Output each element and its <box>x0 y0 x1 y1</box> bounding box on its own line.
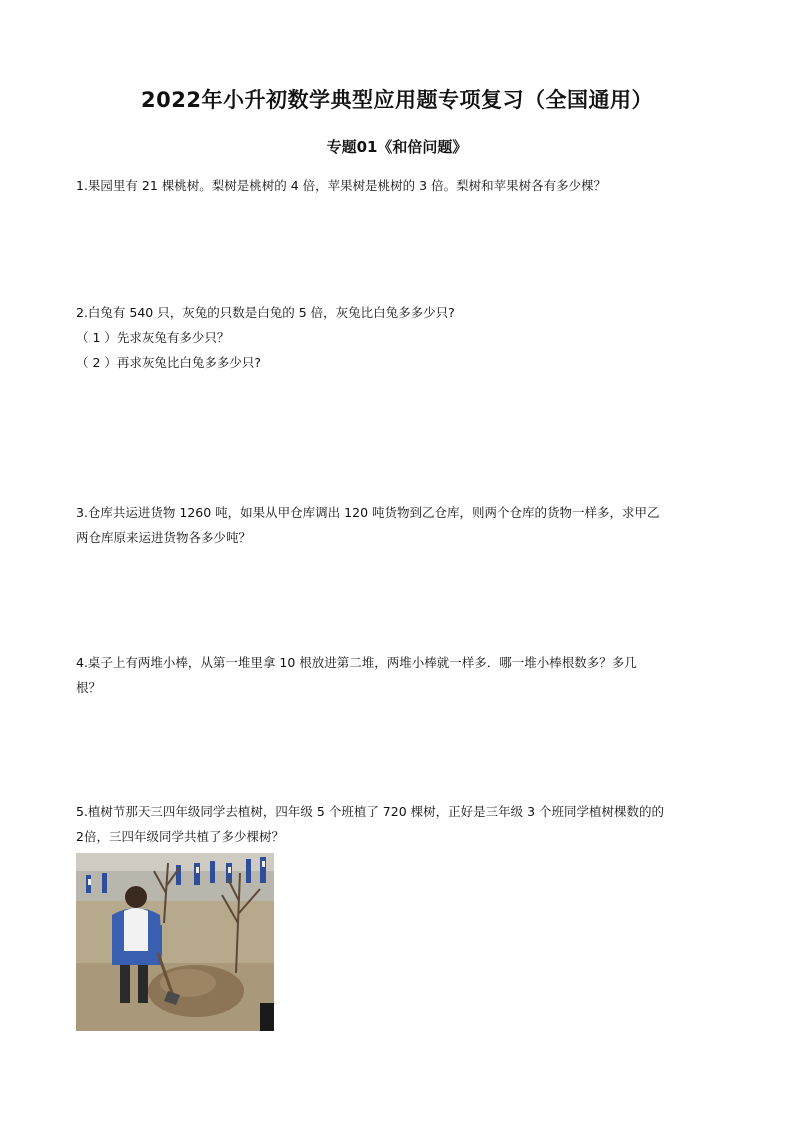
question-3 <box>76 500 726 550</box>
question-5-line-1: 5.植树节那天三四年级同学去植树，四年级 5 个班植了 720 棵树，正好是三年级 3 个班同学植树棵数的的 <box>76 804 665 819</box>
question-1 <box>76 173 726 198</box>
tree-planting-illustration <box>76 853 274 1031</box>
question-3-line-2: 两仓库原来运进货物各多少吨？ <box>76 530 252 545</box>
question-1-line-1: 1.果园里有 21 棵桃树。梨树是桃树的 4 倍，苹果树是桃树的 3 倍。梨树和苹果树各有多少棵？ <box>76 178 607 193</box>
question-4 <box>76 650 726 700</box>
question-2-line-1: 2.白兔有 540 只，灰兔的只数是白兔的 5 倍，灰兔比白兔多多少只? <box>76 305 455 320</box>
question-2 <box>76 300 726 375</box>
page-title: 2022年小升初数学典型应用题专项复习（全国通用） <box>141 88 653 112</box>
page-subtitle: 专题01《和倍问题》 <box>326 138 468 156</box>
question-4-line-1: 4.桌子上有两堆小棒，从第一堆里拿 10 根放进第二堆，两堆小棒就一样多．哪一堆小棒根数多？多几 <box>76 655 637 670</box>
question-5-line-2: 2倍，三四年级同学共植了多少棵树？ <box>76 829 284 844</box>
question-5 <box>76 799 726 849</box>
question-2-line-3: （ 2 ）再求灰兔比白兔多多少只? <box>76 355 262 370</box>
question-2-line-2: （ 1 ）先求灰兔有多少只？ <box>76 330 230 345</box>
question-3-line-1: 3.仓库共运进货物 1260 吨，如果从甲仓库调出 120 吨货物到乙仓库，则两个仓库的货物一样多，求甲乙 <box>76 505 660 520</box>
question-4-line-2: 根？ <box>76 680 102 695</box>
tree-planting-photo <box>76 853 274 1031</box>
